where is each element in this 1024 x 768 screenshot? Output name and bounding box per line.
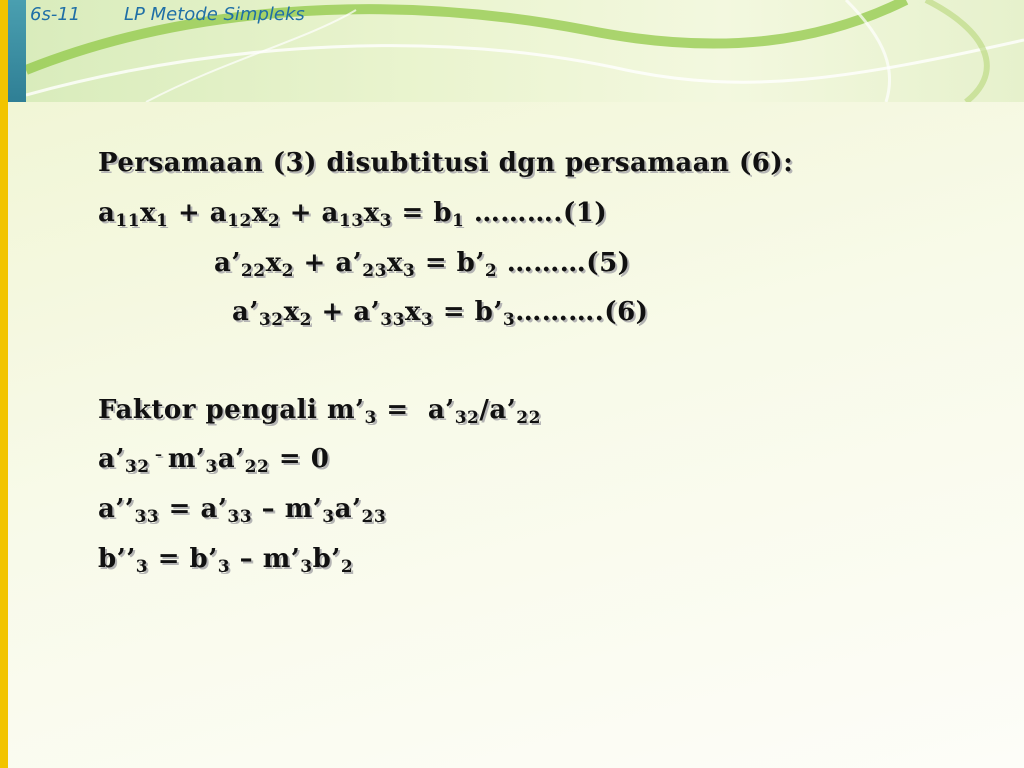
eq1-term: + a (280, 198, 339, 228)
eq5-term: x (265, 248, 282, 278)
eq1-term: = b (391, 198, 453, 228)
eq5-term: + a’ (293, 248, 363, 278)
elimination-sub: 22 (244, 457, 270, 477)
eq6-term: + a’ (311, 297, 381, 327)
a33-sub: 33 (227, 507, 253, 527)
eq5-label: ………(5) (497, 248, 631, 278)
b3-sub: 3 (135, 557, 149, 577)
new-a33-line (98, 494, 386, 527)
eq5-sub: 2 (484, 261, 498, 281)
elimination-term: a’ (98, 444, 125, 474)
equation-6 (232, 297, 648, 330)
multiplier-sub: 22 (516, 408, 541, 428)
slide-number: 6s-11 (30, 4, 81, 25)
elimination-line (98, 444, 329, 477)
multiplier-term: /a’ (479, 395, 517, 425)
eq1-term: a (98, 198, 116, 228)
multiplier-term: = a’ (376, 395, 455, 425)
eq1-term: x (140, 198, 157, 228)
eq5-term: = b’ (415, 248, 485, 278)
eq1-sub: 1 (452, 211, 465, 231)
heading-line (98, 148, 793, 178)
eq6-sub: 32 (258, 310, 284, 330)
b3-sub: 3 (217, 557, 231, 577)
b3-term: b’’ (98, 544, 136, 574)
elimination-sub: 3 (205, 457, 218, 477)
eq1-sub: 3 (379, 211, 392, 231)
b3-term: – m’ (230, 544, 301, 574)
eq1-sub: 1 (156, 211, 169, 231)
equation-1 (98, 198, 607, 231)
a33-sub: 23 (361, 507, 387, 527)
b3-term: b’ (312, 544, 341, 574)
eq6-term: a’ (232, 297, 259, 327)
a33-sub: 3 (322, 507, 335, 527)
b3-sub: 2 (340, 557, 354, 577)
eq6-sub: 33 (380, 310, 405, 330)
a33-term: = a’ (159, 494, 228, 524)
eq5-term: x (386, 248, 403, 278)
multiplier-line (98, 395, 541, 428)
new-b3-line (98, 544, 353, 577)
a33-term: – m’ (252, 494, 323, 524)
b3-sub: 3 (300, 557, 313, 577)
eq6-sub: 3 (420, 310, 434, 330)
eq6-term: x (404, 297, 421, 327)
eq1-term: x (363, 198, 380, 228)
eq5-sub: 23 (362, 261, 387, 281)
elimination-term: a’ (217, 444, 245, 474)
left-teal-stripe (8, 0, 26, 102)
eq1-term: x (251, 198, 268, 228)
left-accent-stripe (0, 0, 8, 768)
eq1-sub: 2 (267, 211, 281, 231)
a33-term: a’’ (98, 494, 135, 524)
a33-sub: 33 (134, 507, 160, 527)
eq6-sub: 3 (502, 310, 516, 330)
a33-term: a’ (334, 494, 362, 524)
multiplier-sub: 32 (454, 408, 480, 428)
multiplier-term: Faktor pengali m’ (98, 395, 365, 425)
heading-text: Persamaan (3) disubtitusi dgn persamaan (6): (98, 148, 794, 178)
multiplier-sub: 3 (364, 408, 377, 428)
eq1-term: + a (168, 198, 228, 228)
elimination-term: = 0 (269, 444, 330, 474)
eq6-sub: 2 (299, 310, 312, 330)
eq6-term: = b’ (433, 297, 503, 327)
eq1-sub: 13 (338, 211, 364, 231)
elimination-term: m’ (167, 444, 206, 474)
eq6-label: ……….(6) (515, 297, 649, 327)
eq5-sub: 22 (240, 261, 266, 281)
eq5-term: a’ (214, 248, 241, 278)
elimination-sub: 32 (124, 457, 150, 477)
slide-title: LP Metode Simpleks (124, 4, 305, 25)
eq1-sub: 12 (227, 211, 252, 231)
eq5-sub: 2 (281, 261, 294, 281)
b3-term: = b’ (148, 544, 218, 574)
eq5-sub: 3 (402, 261, 416, 281)
eq1-sub: 11 (115, 211, 141, 231)
eq6-term: x (283, 297, 300, 327)
eq1-label: ……….(1) (464, 198, 608, 228)
equation-5 (214, 248, 630, 281)
elimination-minus: – (149, 447, 168, 463)
